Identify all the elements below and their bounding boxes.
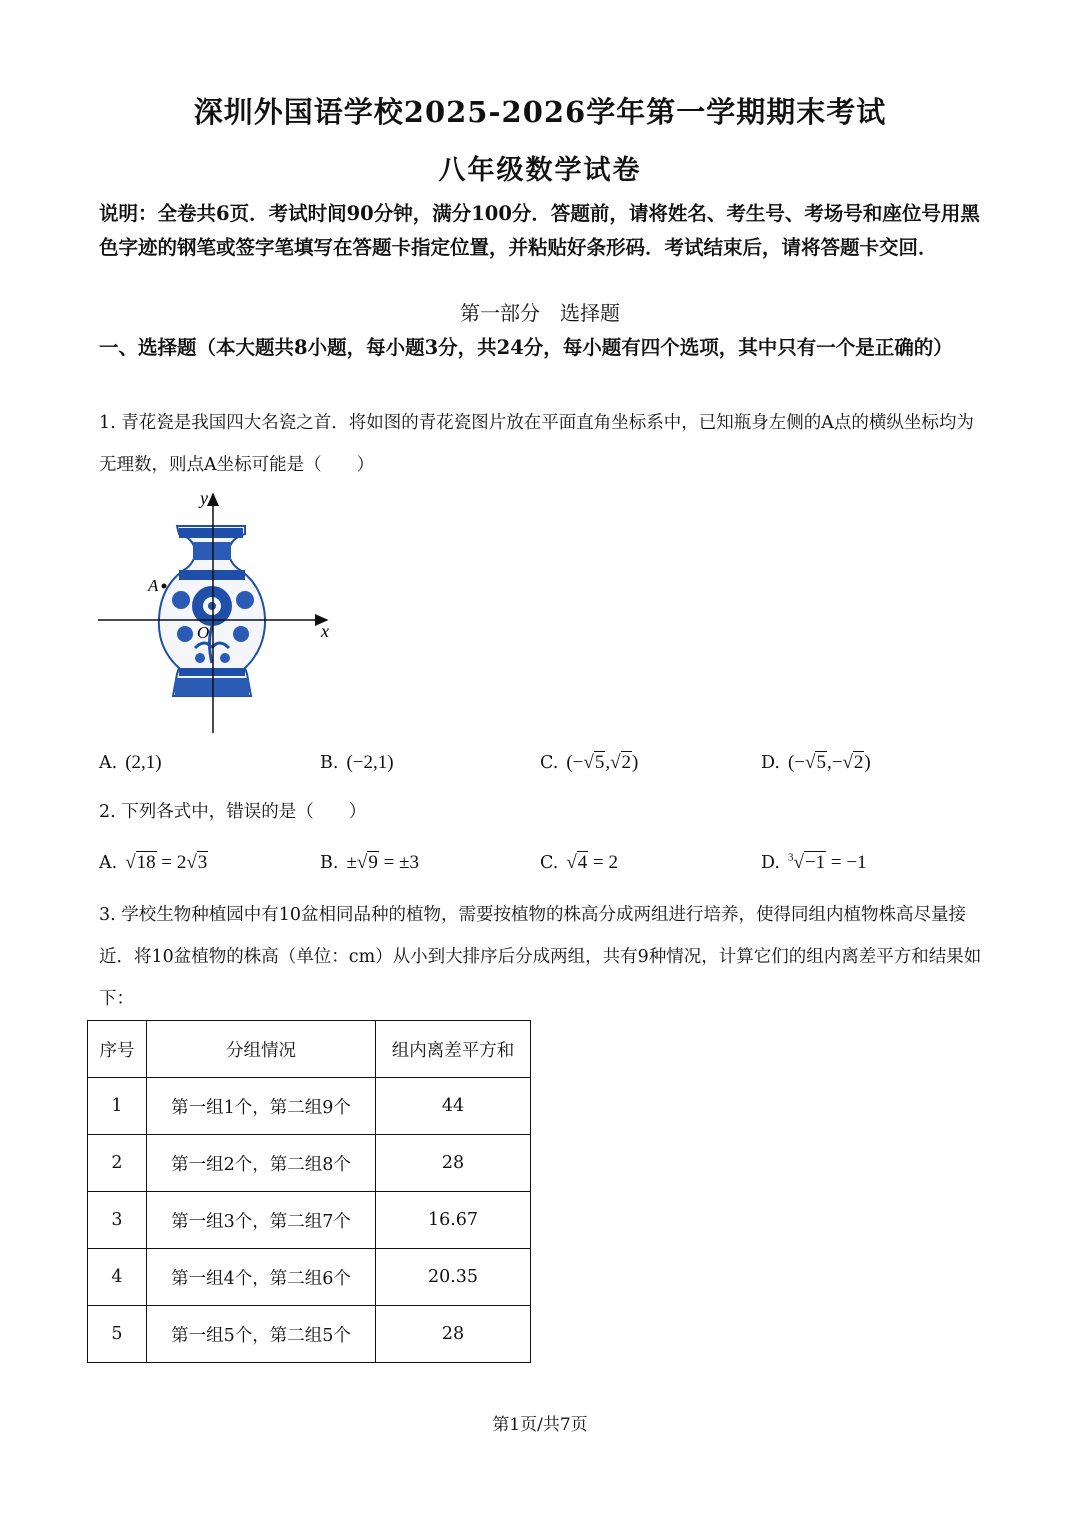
q2-option-d[interactable] [761,852,867,874]
q1-option-b[interactable] [320,752,394,774]
radicand: 4 [577,852,588,873]
sqrt-symbol: √2 [610,752,632,773]
exam-subtitle: 八年级数学试卷 [438,155,642,186]
instructions: 说明：全卷共6页．考试时间90分钟，满分100分．答题前，请将姓名、考生号、考场号和座位号用黑色字迹的钢笔或签字笔填写在答题卡指定位置，并粘贴好条形码．考试结束后，请将答题卡交回． [99,202,980,259]
part-title: 第一部分 选择题 [460,301,620,325]
table-header-cell: 分组情况 [147,1021,376,1078]
radicand: 9 [368,852,378,873]
table-header-row [88,1021,531,1078]
table-cell: 第一组2个，第二组8个 [147,1135,376,1192]
option-value: (2,1) [125,752,162,773]
math-text: ) [632,752,639,773]
question-2-text: 2. 下列各式中，错误的是（ ） [99,802,367,822]
sqrt-symbol: √3 [186,852,208,873]
page-number: 第1页/共7页 [492,1415,588,1435]
table-cell: 4 [88,1249,147,1306]
table-cell: 第一组5个，第二组5个 [147,1306,376,1363]
math-text: (− [787,752,806,773]
radicand: 5 [816,752,826,773]
sqrt-symbol: √9 [356,852,378,873]
table-cell: 第一组4个，第二组6个 [147,1249,376,1306]
table-header-cell: 序号 [88,1021,147,1078]
option-label: A. [99,753,118,773]
sqrt-symbol: √2 [842,752,864,773]
math-text: , [605,752,611,773]
table-cell: 第一组3个，第二组7个 [147,1192,376,1249]
option-label: C. [540,753,559,773]
table-cell: 5 [88,1306,147,1363]
option-label: B. [320,853,339,873]
x-axis-label: x [321,621,329,641]
y-axis-label: y [200,488,208,508]
sqrt-symbol: √5 [805,752,826,773]
radicand: 18 [136,852,156,873]
exam-title: 深圳外国语学校2025-2026学年第一学期期末考试 [193,95,887,129]
question-3-text: 3. 学校生物种植园中有10盆相同品种的植物，需要按植物的株高分成两组进行培养，使得同组内植物株高尽量接近．将10盆植物的株高（单位：cm）从小到大排序后分成两组，共有9种情况，计算它们的组内离差平方和结果如下： [99,905,982,1009]
q1-option-d[interactable] [761,752,871,774]
table-row [88,1306,531,1363]
math-text: = ±3 [378,852,419,873]
table-row [88,1192,531,1249]
radicand: −1 [804,852,826,874]
radicand: 3 [197,852,208,873]
vase-illustration [159,526,265,696]
table-cell: 44 [376,1078,531,1135]
option-label: A. [99,853,118,873]
table-row [88,1249,531,1306]
math-text: = 2 [588,852,618,873]
math-text: (− [566,752,584,773]
table-cell: 3 [88,1192,147,1249]
table-cell: 第一组1个，第二组9个 [147,1078,376,1135]
math-text: = −1 [826,852,867,874]
option-label: D. [761,753,780,773]
table-cell: 28 [376,1135,531,1192]
table-header-cell: 组内离差平方和 [376,1021,531,1078]
math-text: ± [346,852,357,873]
q2-option-b[interactable] [320,852,419,874]
option-label: D. [761,853,780,874]
q2-option-c[interactable] [540,852,618,874]
sqrt-symbol: √5 [583,752,605,773]
table-row [88,1078,531,1135]
table-cell: 28 [376,1306,531,1363]
sqrt-symbol: √4 [566,852,588,873]
q1-option-a[interactable] [99,752,162,774]
table-cell: 2 [88,1135,147,1192]
radicand: 2 [621,752,632,773]
table-cell: 20.35 [376,1249,531,1306]
table-cell: 1 [88,1078,147,1135]
cbrt-symbol: √−1 [793,852,826,874]
origin-label: O [197,623,210,642]
point-a-label: A [148,576,159,595]
math-text: = 2 [156,852,187,873]
point-a [162,584,167,589]
table-cell: 16.67 [376,1192,531,1249]
option-label: C. [540,853,559,873]
math-text: ) [864,752,871,773]
q1-option-c[interactable] [540,752,638,774]
radicand: 2 [853,752,864,773]
vase-coordinate-figure [95,488,345,738]
section-title: 一、选择题（本大题共8小题，每小题3分，共24分，每小题有四个选项，其中只有一个是正确的） [99,336,953,359]
root-index: 3 [787,852,794,864]
option-value: (−2,1) [346,752,394,773]
math-text: ,− [826,752,843,773]
sqrt-symbol: √18 [125,852,156,873]
q2-option-a[interactable] [99,852,208,874]
table-row [88,1135,531,1192]
variance-table [87,1020,531,1363]
option-label: B. [320,753,339,773]
question-1-text: 1. 青花瓷是我国四大名瓷之首．将如图的青花瓷图片放在平面直角坐标系中，已知瓶身左侧的A点的横纵坐标均为无理数，则点A坐标可能是（ ） [99,413,974,475]
radicand: 5 [594,752,605,773]
